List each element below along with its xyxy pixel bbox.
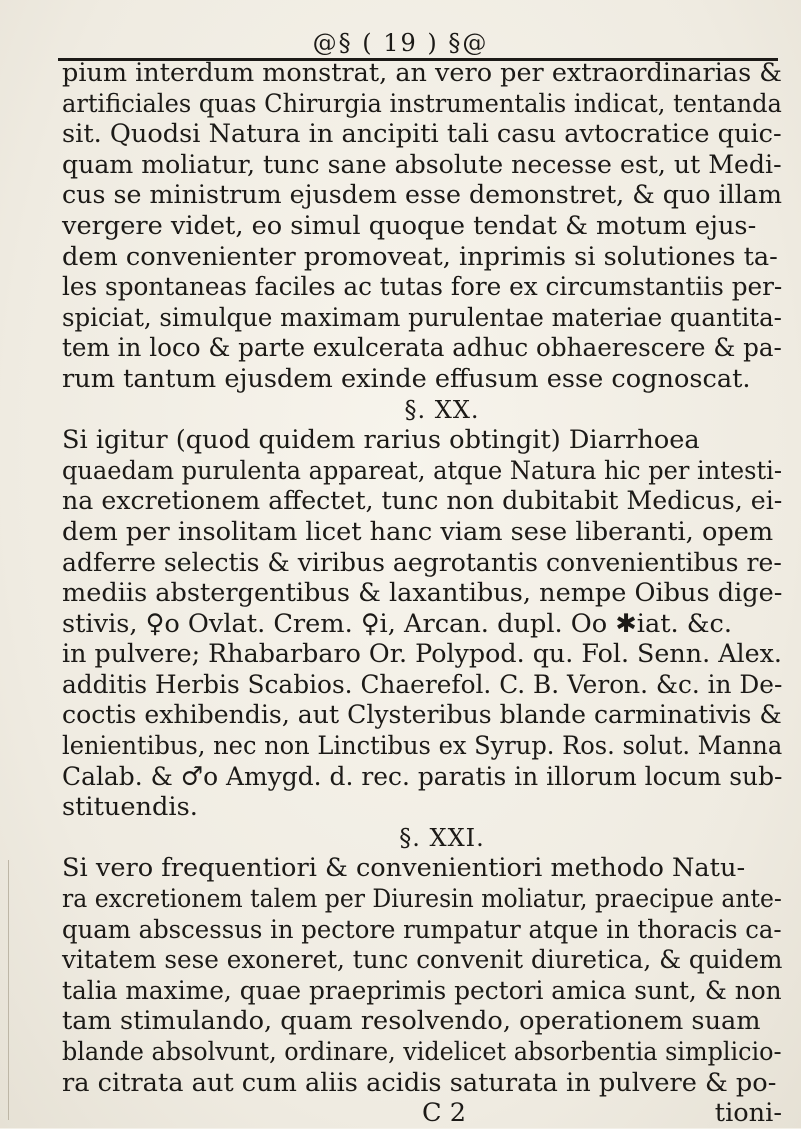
text-line: adferre selectis & viribus aegrotantis convenientibus re- [62, 547, 782, 578]
text-line: sit. Quodsi Natura in ancipiti tali casu avtocratice quic- [62, 119, 782, 150]
text-line: Calab. & ♂o Amygd. d. rec. paratis in illorum locum sub- [62, 761, 783, 792]
text-line: talia maxime, quae praeprimis pectori amica sunt, & non [62, 975, 782, 1006]
text-line: ra citrata aut cum aliis acidis saturata in pulvere & po- [62, 1067, 777, 1098]
signature-mark: C 2 [422, 1098, 467, 1129]
text-line: quam abscessus in pectore rumpatur atque in thoracis ca- [62, 914, 782, 945]
text-line: dem convenienter promoveat, inprimis si solutiones ta- [62, 241, 778, 272]
text-line: cus se ministrum ejusdem esse demonstret, & quo illam [62, 180, 782, 211]
text-line: additis Herbis Scabios. Chaerefol. C. B. Veron. &c. in De- [62, 669, 783, 700]
text-line: quam moliatur, tunc sane absolute necesse est, ut Medi- [62, 149, 782, 180]
text-line: stivis, ♀o Ovlat. Crem. ♀i, Arcan. dupl. Oo ✱iat. &c. [62, 608, 733, 639]
text-line: Si vero frequentiori & convenientiori methodo Natu- [62, 853, 746, 884]
body-text [62, 58, 782, 1129]
text-line: lenientibus, nec non Linctibus ex Syrup. Ros. solut. Manna [62, 731, 783, 762]
text-line: vergere videt, eo simul quoque tendat & motum ejus- [62, 210, 757, 241]
text-line: rum tantum ejusdem exinde effusum esse cognoscat. [62, 363, 751, 394]
header-ornament-left: @§ [312, 29, 353, 57]
text-line: artificiales quas Chirurgia instrumentalis indicat, tentanda [62, 88, 782, 119]
text-line: coctis exhibendis, aut Clysteribus blande carminativis & [62, 700, 782, 731]
text-line: blande absolvunt, ordinare, videlicet absorbentia simplicio- [62, 1037, 782, 1067]
text-line: stituendis. [62, 792, 198, 823]
page-number-text: ( 19 ) [362, 29, 439, 57]
text-line: quaedam purulenta appareat, atque Natura hic per intesti- [62, 455, 782, 486]
section-heading-xxi: §. XXI. [399, 823, 485, 852]
text-line: tam stimulando, quam resolvendo, operationem suam [62, 1006, 761, 1037]
text-line: mediis abstergentibus & laxantibus, nempe Oibus dige- [62, 578, 783, 609]
page-header [0, 6, 801, 58]
binding-edge-line [8, 860, 13, 1120]
text-line: les spontaneas faciles ac tutas fore ex circumstantiis per- [62, 272, 783, 303]
text-line: in pulvere; Rhabarbaro Or. Polypod. qu. Fol. Senn. Alex. [62, 639, 782, 670]
page-footer [62, 1098, 782, 1129]
page-number [0, 30, 801, 56]
text-line: spiciat, simulque maximam purulentae materiae quantita- [62, 302, 782, 333]
text-line: vitatem sese exoneret, tunc convenit diuretica, & quidem [62, 945, 783, 976]
section-heading-xx: §. XX. [404, 395, 480, 424]
text-line: pium interdum monstrat, an vero per extraordinarias & [62, 58, 782, 88]
text-line: na excretionem affectet, tunc non dubitabit Medicus, ei- [62, 486, 783, 517]
text-line: dem per insolitam licet hanc viam sese liberanti, opem [62, 516, 774, 547]
text-line: ra excretionem talem per Diuresin moliatur, praecipue ante- [62, 884, 782, 915]
header-ornament-right: §@ [448, 29, 489, 57]
text-line: tem in loco & parte exulcerata adhuc obhaerescere & pa- [62, 333, 782, 364]
text-line: Si igitur (quod quidem rarius obtingit) Diarrhoea [62, 425, 700, 456]
catchword: tioni- [714, 1098, 782, 1129]
